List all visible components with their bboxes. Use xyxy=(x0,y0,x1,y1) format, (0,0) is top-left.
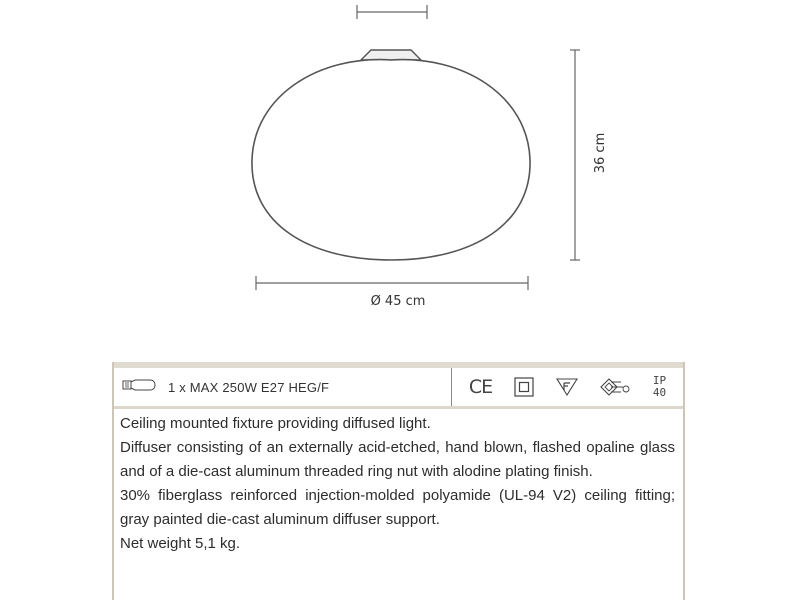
height-dimension xyxy=(570,50,580,260)
height-label: 36 cm xyxy=(593,132,608,174)
diameter-dimension xyxy=(256,276,528,290)
lamp-bulb-icon xyxy=(122,378,156,397)
lamp-spec: 1 x MAX 250W E27 HEG/F xyxy=(168,379,330,395)
f-mark-icon xyxy=(556,377,578,397)
spec-header xyxy=(114,368,683,406)
diameter-label: Ø 45 cm xyxy=(370,294,426,309)
ip-rating-top: IP xyxy=(652,374,667,387)
lamp-cell xyxy=(114,368,452,406)
description-line: Net weight 5,1 kg. xyxy=(120,535,241,552)
ce-mark-icon: CE xyxy=(468,376,493,398)
class-ii-icon xyxy=(514,377,534,397)
ip-rating-bottom: 40 xyxy=(652,386,667,399)
description-line: 30% fiberglass reinforced injection-molded polyamide (UL-94 V2) ceiling fitting; gray painted die-cast aluminum diffuser support. xyxy=(120,487,675,528)
header-divider xyxy=(114,406,683,409)
product-description xyxy=(120,412,675,556)
canopy-dimension xyxy=(357,5,427,19)
enec-icon xyxy=(599,377,631,397)
canopy-shape xyxy=(361,50,421,60)
description-line: Ceiling mounted fixture providing diffused light. xyxy=(120,415,431,432)
specification-panel xyxy=(112,362,685,600)
description-line: Diffuser consisting of an externally acid-etched, hand blown, flashed opaline glass and of a die-cast aluminum threaded ring nut with alodine plating finish. xyxy=(120,439,675,480)
diffuser-outline xyxy=(252,60,530,260)
ip-rating-icon xyxy=(653,375,666,399)
certification-marks xyxy=(452,368,683,406)
